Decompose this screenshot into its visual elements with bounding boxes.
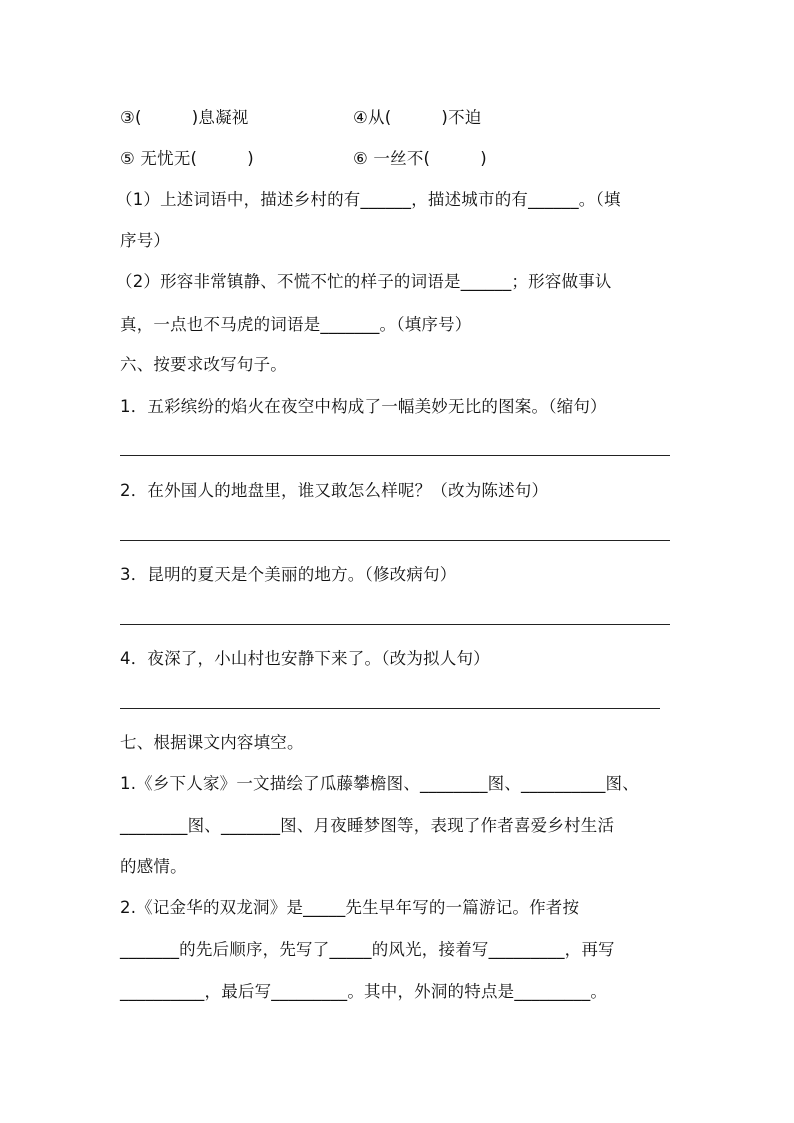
- answer-line-2[interactable]: [120, 540, 670, 541]
- word-item-4: ④从( )不迫: [353, 108, 482, 127]
- answer-line-4[interactable]: [120, 708, 660, 709]
- rewrite-item-4: 4．夜深了，小山村也安静下来了。（改为拟人句）: [120, 649, 490, 668]
- fill-item-1-line-3: 的感情。: [120, 857, 187, 876]
- fill-item-2-line-2: _______的先后顺序，先写了_____的风光，接着写_________，再写: [120, 940, 615, 959]
- word-item-5: ⑤ 无忧无( ): [120, 149, 254, 168]
- word-item-6: ⑥ 一丝不( ): [353, 149, 487, 168]
- fill-item-1-line-1: 1.《乡下人家》一文描绘了瓜藤攀檐图、________图、__________图、: [120, 774, 639, 793]
- fill-item-1-line-2: ________图、_______图、月夜睡梦图等，表现了作者喜爱乡村生活: [120, 816, 615, 835]
- question-1-line-2: 序号）: [120, 231, 171, 250]
- question-2-line-2: 真，一点也不马虎的词语是_______。（填序号）: [120, 315, 472, 334]
- section-6-title: 六、按要求改写句子。: [120, 355, 287, 374]
- rewrite-item-2: 2．在外国人的地盘里，谁又敢怎么样呢？（改为陈述句）: [120, 481, 549, 500]
- section-7-title: 七、根据课文内容填空。: [120, 733, 304, 752]
- rewrite-item-1: 1．五彩缤纷的焰火在夜空中构成了一幅美妙无比的图案。（缩句）: [120, 397, 607, 416]
- rewrite-item-3: 3．昆明的夏天是个美丽的地方。（修改病句）: [120, 565, 457, 584]
- answer-line-1[interactable]: [120, 455, 670, 456]
- answer-line-3[interactable]: [120, 624, 670, 625]
- question-1-line-1: （1）上述词语中，描述乡村的有______，描述城市的有______。（填: [116, 190, 621, 209]
- word-item-3: ③( )息凝视: [120, 108, 249, 127]
- fill-item-2-line-1: 2.《记金华的双龙洞》是_____先生早年写的一篇游记。作者按: [120, 898, 580, 917]
- fill-item-2-line-3: __________，最后写_________。其中，外洞的特点是_________。: [120, 982, 608, 1001]
- question-2-line-1: （2）形容非常镇静、不慌不忙的样子的词语是______；形容做事认: [116, 272, 612, 291]
